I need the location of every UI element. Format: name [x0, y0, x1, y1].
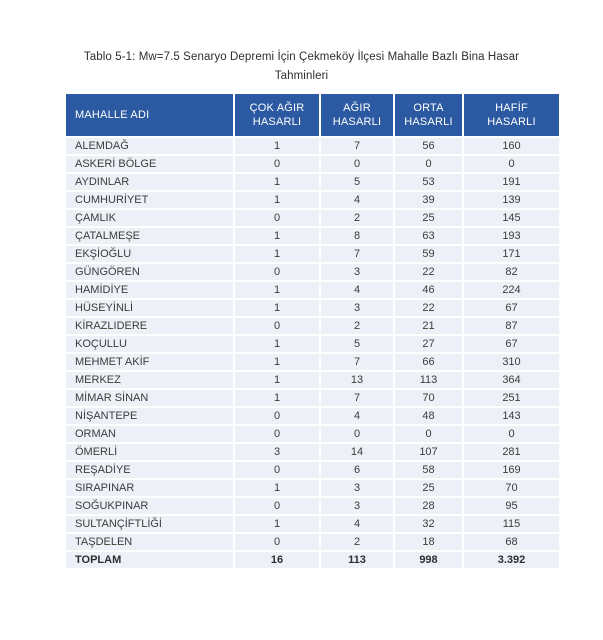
value-cell: 32	[395, 516, 462, 532]
value-cell: 3	[321, 498, 393, 514]
value-cell: 4	[321, 282, 393, 298]
value-cell: 0	[395, 426, 462, 442]
table-row	[66, 264, 559, 280]
value-cell: 107	[395, 444, 462, 460]
neighborhood-name-cell: MERKEZ	[66, 372, 233, 388]
value-cell: 95	[464, 498, 559, 514]
damage-table-container	[64, 92, 557, 570]
table-row	[66, 390, 559, 406]
table-row	[66, 300, 559, 316]
table-header-row	[66, 94, 559, 136]
table-caption-line1: Tablo 5-1: Mw=7.5 Senaryo Depremi İçin Çekmeköy İlçesi Mahalle Bazlı Bina Hasar	[83, 51, 520, 63]
value-cell: 1	[235, 372, 319, 388]
col-header-orta-hasarli	[395, 94, 462, 136]
value-cell: 53	[395, 174, 462, 190]
value-cell: 0	[321, 156, 393, 172]
neighborhood-name-cell: EKŞİOĞLU	[66, 246, 233, 262]
value-cell: 143	[464, 408, 559, 424]
value-cell: 22	[395, 300, 462, 316]
value-cell: 160	[464, 138, 559, 154]
table-row	[66, 462, 559, 478]
neighborhood-name-cell: NİŞANTEPE	[66, 408, 233, 424]
neighborhood-name-cell: ÇAMLIK	[66, 210, 233, 226]
value-cell: 3	[321, 300, 393, 316]
value-cell: 1	[235, 138, 319, 154]
value-cell: 1	[235, 516, 319, 532]
neighborhood-name-cell: MEHMET AKİF	[66, 354, 233, 370]
table-row	[66, 426, 559, 442]
value-cell: 0	[235, 426, 319, 442]
value-cell: 8	[321, 228, 393, 244]
value-cell: 66	[395, 354, 462, 370]
table-row	[66, 210, 559, 226]
value-cell: 1	[235, 282, 319, 298]
value-cell: 0	[395, 156, 462, 172]
total-row	[66, 552, 559, 568]
value-cell: 5	[321, 336, 393, 352]
value-cell: 46	[395, 282, 462, 298]
neighborhood-name-cell: ÖMERLİ	[66, 444, 233, 460]
value-cell: 0	[235, 318, 319, 334]
value-cell: 0	[235, 498, 319, 514]
neighborhood-name-cell: KOÇULLU	[66, 336, 233, 352]
value-cell: 3	[321, 264, 393, 280]
value-cell: 48	[395, 408, 462, 424]
value-cell: 1	[235, 354, 319, 370]
table-row	[66, 336, 559, 352]
value-cell: 1	[235, 228, 319, 244]
value-cell: 2	[321, 318, 393, 334]
col-header-label: HASARLI	[332, 116, 382, 128]
table-row	[66, 480, 559, 496]
table-row	[66, 354, 559, 370]
col-header-hafif-hasarli	[464, 94, 559, 136]
value-cell: 115	[464, 516, 559, 532]
neighborhood-name-cell: CUMHURİYET	[66, 192, 233, 208]
neighborhood-name-cell: ALEMDAĞ	[66, 138, 233, 154]
value-cell: 82	[464, 264, 559, 280]
value-cell: 87	[464, 318, 559, 334]
value-cell: 70	[395, 390, 462, 406]
neighborhood-name-cell: HAMİDİYE	[66, 282, 233, 298]
table-caption	[0, 48, 603, 86]
value-cell: 310	[464, 354, 559, 370]
value-cell: 113	[395, 372, 462, 388]
value-cell: 7	[321, 354, 393, 370]
value-cell: 364	[464, 372, 559, 388]
table-row	[66, 228, 559, 244]
neighborhood-name-cell: SIRAPINAR	[66, 480, 233, 496]
value-cell: 3	[321, 480, 393, 496]
value-cell: 281	[464, 444, 559, 460]
col-header-agir-hasarli	[321, 94, 393, 136]
table-row	[66, 192, 559, 208]
value-cell: 0	[235, 156, 319, 172]
table-caption-line2: Tahminleri	[274, 70, 329, 82]
value-cell: 6	[321, 462, 393, 478]
value-cell: 59	[395, 246, 462, 262]
neighborhood-name-cell: GÜNGÖREN	[66, 264, 233, 280]
neighborhood-name-cell: KİRAZLIDERE	[66, 318, 233, 334]
value-cell: 2	[321, 210, 393, 226]
value-cell: 21	[395, 318, 462, 334]
value-cell: 139	[464, 192, 559, 208]
value-cell: 0	[235, 408, 319, 424]
value-cell: 56	[395, 138, 462, 154]
value-cell: 7	[321, 138, 393, 154]
col-header-label: HASARLI	[252, 116, 302, 128]
value-cell: 171	[464, 246, 559, 262]
value-cell: 0	[464, 426, 559, 442]
col-header-label: HASARLI	[404, 116, 453, 128]
value-cell: 998	[395, 552, 462, 568]
value-cell: 1	[235, 246, 319, 262]
value-cell: 1	[235, 192, 319, 208]
col-header-label: HASARLI	[487, 116, 536, 128]
col-header-label: HAFİF	[495, 102, 528, 114]
value-cell: 191	[464, 174, 559, 190]
value-cell: 4	[321, 408, 393, 424]
value-cell: 5	[321, 174, 393, 190]
value-cell: 58	[395, 462, 462, 478]
neighborhood-name-cell: REŞADİYE	[66, 462, 233, 478]
damage-table	[64, 92, 561, 570]
table-row	[66, 444, 559, 460]
table-row	[66, 156, 559, 172]
table-body	[66, 138, 559, 568]
neighborhood-name-cell: SULTANÇİFTLİĞİ	[66, 516, 233, 532]
value-cell: 2	[321, 534, 393, 550]
value-cell: 18	[395, 534, 462, 550]
neighborhood-name-cell: ORMAN	[66, 426, 233, 442]
table-row	[66, 372, 559, 388]
col-header-cok-agir-hasarli	[235, 94, 319, 136]
table-row	[66, 174, 559, 190]
value-cell: 224	[464, 282, 559, 298]
value-cell: 0	[464, 156, 559, 172]
value-cell: 7	[321, 390, 393, 406]
value-cell: 16	[235, 552, 319, 568]
col-header-mahalle-adi	[66, 94, 233, 136]
table-row	[66, 408, 559, 424]
table-row	[66, 498, 559, 514]
value-cell: 1	[235, 174, 319, 190]
table-row	[66, 516, 559, 532]
value-cell: 27	[395, 336, 462, 352]
value-cell: 70	[464, 480, 559, 496]
neighborhood-name-cell: AYDINLAR	[66, 174, 233, 190]
value-cell: 67	[464, 336, 559, 352]
value-cell: 0	[235, 210, 319, 226]
value-cell: 169	[464, 462, 559, 478]
value-cell: 22	[395, 264, 462, 280]
value-cell: 193	[464, 228, 559, 244]
value-cell: 14	[321, 444, 393, 460]
value-cell: 1	[235, 336, 319, 352]
col-header-label: ÇOK AĞIR	[249, 102, 305, 114]
value-cell: 63	[395, 228, 462, 244]
total-label-cell: TOPLAM	[66, 552, 233, 568]
neighborhood-name-cell: SOĞUKPINAR	[66, 498, 233, 514]
value-cell: 68	[464, 534, 559, 550]
col-header-label: MAHALLE ADI	[75, 109, 150, 121]
value-cell: 25	[395, 210, 462, 226]
table-row	[66, 282, 559, 298]
value-cell: 3.392	[464, 552, 559, 568]
neighborhood-name-cell: MİMAR SİNAN	[66, 390, 233, 406]
col-header-label: AĞIR	[343, 102, 371, 114]
value-cell: 1	[235, 480, 319, 496]
neighborhood-name-cell: HÜSEYİNLİ	[66, 300, 233, 316]
value-cell: 7	[321, 246, 393, 262]
col-header-label: ORTA	[413, 102, 444, 114]
value-cell: 0	[321, 426, 393, 442]
table-row	[66, 534, 559, 550]
table-row	[66, 246, 559, 262]
value-cell: 0	[235, 264, 319, 280]
value-cell: 67	[464, 300, 559, 316]
neighborhood-name-cell: ÇATALMEŞE	[66, 228, 233, 244]
value-cell: 0	[235, 534, 319, 550]
value-cell: 3	[235, 444, 319, 460]
table-row	[66, 138, 559, 154]
value-cell: 13	[321, 372, 393, 388]
value-cell: 25	[395, 480, 462, 496]
neighborhood-name-cell: TAŞDELEN	[66, 534, 233, 550]
table-row	[66, 318, 559, 334]
value-cell: 251	[464, 390, 559, 406]
value-cell: 1	[235, 300, 319, 316]
value-cell: 113	[321, 552, 393, 568]
value-cell: 39	[395, 192, 462, 208]
value-cell: 28	[395, 498, 462, 514]
value-cell: 0	[235, 462, 319, 478]
value-cell: 4	[321, 192, 393, 208]
value-cell: 145	[464, 210, 559, 226]
value-cell: 1	[235, 390, 319, 406]
value-cell: 4	[321, 516, 393, 532]
neighborhood-name-cell: ASKERİ BÖLGE	[66, 156, 233, 172]
